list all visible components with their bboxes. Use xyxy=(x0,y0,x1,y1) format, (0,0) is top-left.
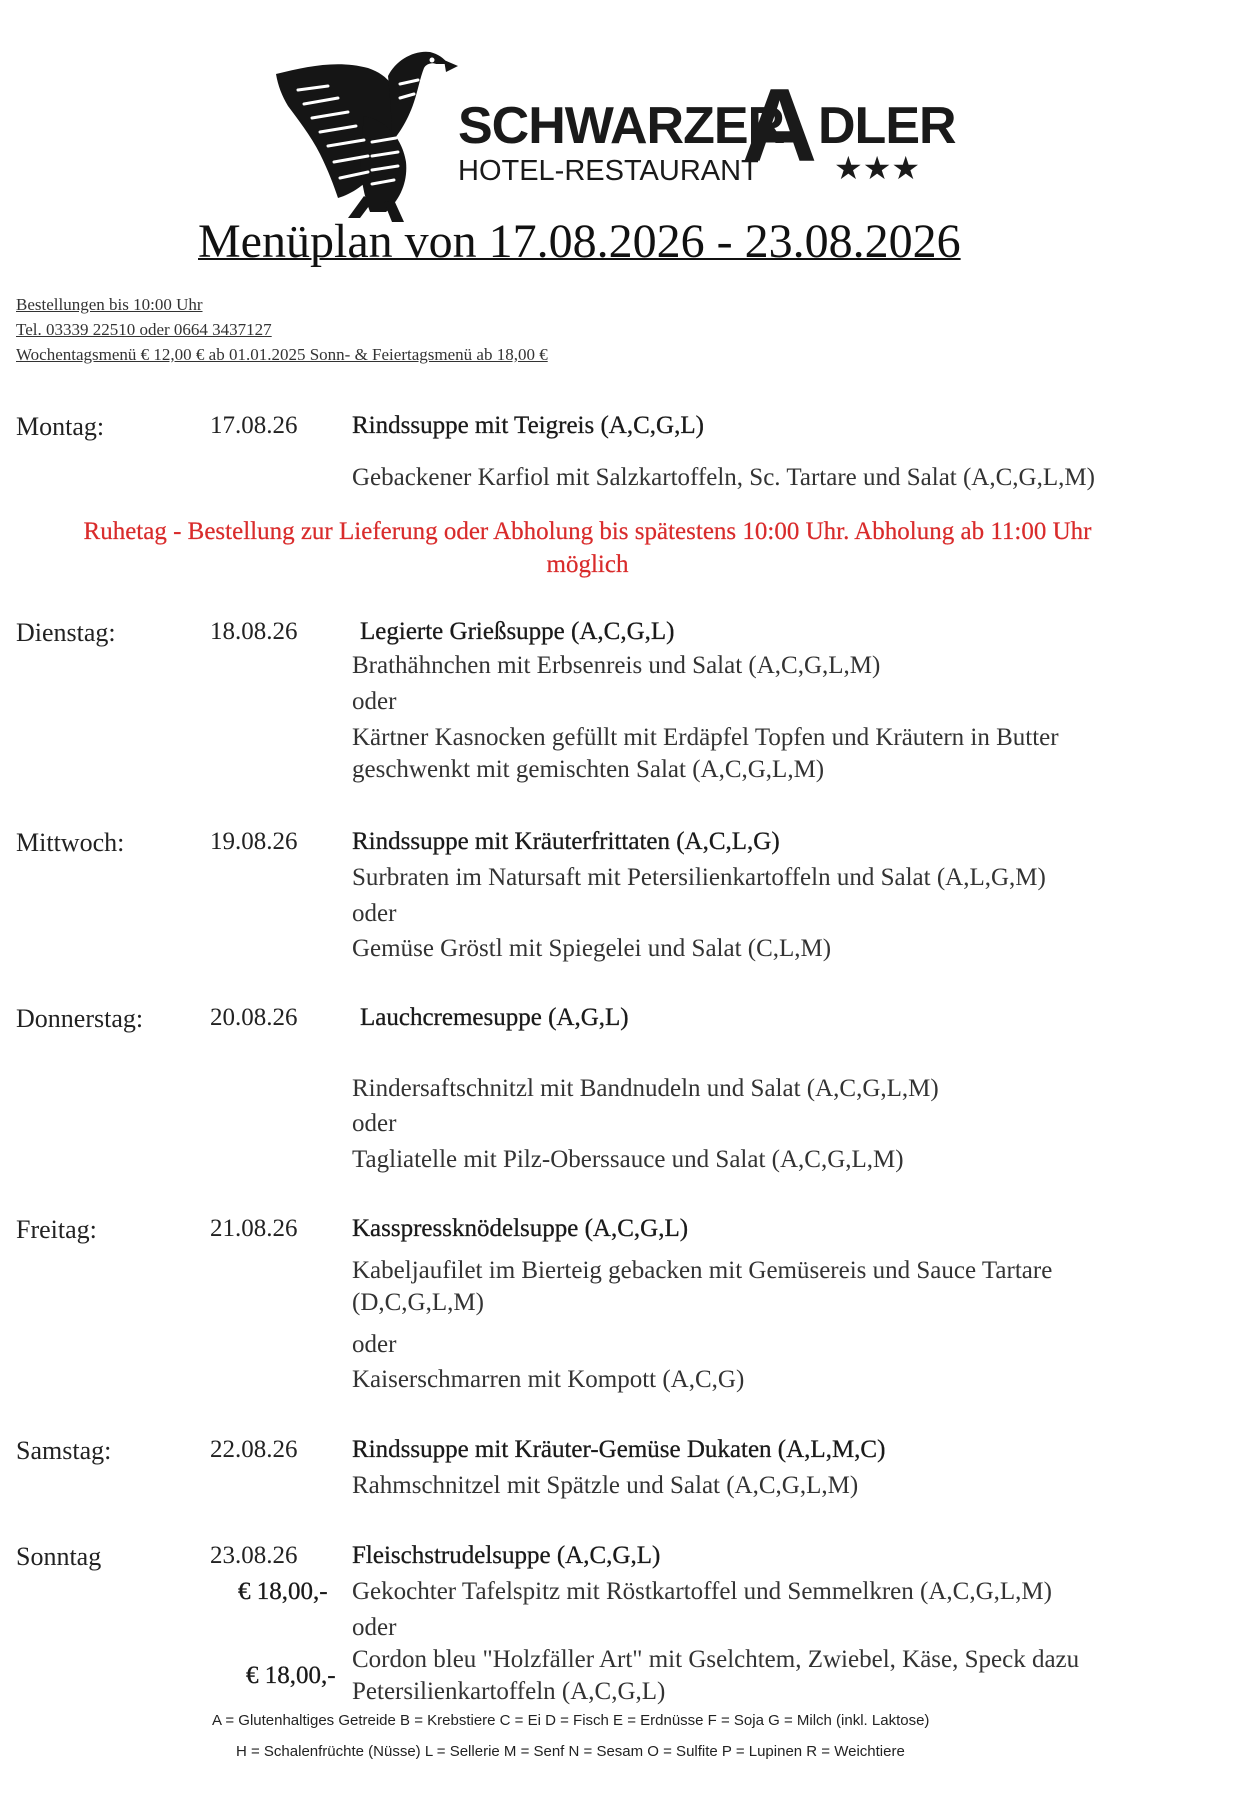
main-dish-1-line1: Kabeljaufilet im Bierteig gebacken mit Gemüsereis und Sauce Tartare xyxy=(352,1257,1053,1284)
brand-stars: ★★★ xyxy=(834,150,921,186)
main-dish-2: Kaiserschmarren mit Kompott (A,C,G) xyxy=(352,1366,745,1393)
day-date: 18.08.26 xyxy=(210,618,298,645)
phone-info: Tel. 03339 22510 oder 0664 3437127 xyxy=(16,320,272,339)
day-label: Montag: xyxy=(16,412,105,441)
or-separator: oder xyxy=(352,1614,397,1641)
main-dish-1: Surbraten im Natursaft mit Petersilienkartoffeln und Salat (A,L,G,M) xyxy=(352,864,1046,891)
or-separator: oder xyxy=(352,688,397,715)
main-dish-1: Brathähnchen mit Erbsenreis und Salat (A,C,G,L,M) xyxy=(352,652,881,679)
main-dish-1-line2: (D,C,G,L,M) xyxy=(352,1289,484,1316)
brand-subtitle: HOTEL-RESTAURANT xyxy=(458,155,759,187)
day-date: 23.08.26 xyxy=(210,1542,298,1569)
notice-line2: möglich xyxy=(546,551,629,578)
soup: Rindssuppe mit Teigreis (A,C,G,L) xyxy=(352,412,704,439)
day-date: 19.08.26 xyxy=(210,828,298,855)
main-dish-2-line1: Kärtner Kasnocken gefüllt mit Erdäpfel Topfen und Kräutern in Butter xyxy=(352,724,1059,751)
day-label: Samstag: xyxy=(16,1436,112,1465)
main-dish-2-line2: geschwenkt mit gemischten Salat (A,C,G,L,M) xyxy=(352,756,825,783)
soup: Fleischstrudelsuppe (A,C,G,L) xyxy=(352,1542,661,1569)
allergen-legend-line2: H = Schalenfrüchte (Nüsse) L = Sellerie M = Senf N = Sesam O = Sulfite P = Lupinen R = Weichtiere xyxy=(236,1743,905,1760)
price-2: € 18,00,- xyxy=(246,1662,336,1689)
main-dish-1: Gekochter Tafelspitz mit Röstkartoffel und Semmelkren (A,C,G,L,M) xyxy=(352,1578,1052,1605)
day-label: Donnerstag: xyxy=(16,1004,144,1033)
eagle-logo-icon xyxy=(268,46,468,224)
closed-day-notice xyxy=(20,515,1155,581)
main-dish-2-line1: Cordon bleu "Holzfäller Art" mit Gselchtem, Zwiebel, Käse, Speck dazu xyxy=(352,1646,1080,1673)
brand-name-initial: A xyxy=(742,68,817,184)
day-label: Dienstag: xyxy=(16,618,116,647)
main-dish-1: Rahmschnitzel mit Spätzle und Salat (A,C,G,L,M) xyxy=(352,1472,859,1499)
price-info: Wochentagsmenü € 12,00 € ab 01.01.2025 Sonn- & Feiertagsmenü ab 18,00 € xyxy=(16,345,548,364)
soup: Legierte Grießsuppe (A,C,G,L) xyxy=(360,618,675,645)
day-label: Mittwoch: xyxy=(16,828,125,857)
soup: Kasspressknödelsuppe (A,C,G,L) xyxy=(352,1215,689,1242)
or-separator: oder xyxy=(352,900,397,927)
main-dish-2-line2: Petersilienkartoffeln (A,C,G,L) xyxy=(352,1678,666,1705)
day-label: Freitag: xyxy=(16,1215,97,1244)
day-date: 20.08.26 xyxy=(210,1004,298,1031)
day-label: Sonntag xyxy=(16,1542,102,1571)
main-dish-1: Rindersaftschnitzl mit Bandnudeln und Salat (A,C,G,L,M) xyxy=(352,1075,939,1102)
day-date: 21.08.26 xyxy=(210,1215,298,1242)
order-deadline: Bestellungen bis 10:00 Uhr xyxy=(16,295,203,314)
notice-line1: Ruhetag - Bestellung zur Lieferung oder Abholung bis spätestens 10:00 Uhr. Abholung ab 11:00 Uhr xyxy=(83,518,1092,545)
allergen-legend-line1: A = Glutenhaltiges Getreide B = Krebstiere C = Ei D = Fisch E = Erdnüsse F = Soja G = Milch (inkl. Laktose) xyxy=(212,1712,930,1729)
day-date: 17.08.26 xyxy=(210,412,298,439)
main-dish-2: Gemüse Gröstl mit Spiegelei und Salat (C,L,M) xyxy=(352,935,832,962)
soup: Rindssuppe mit Kräuter-Gemüse Dukaten (A,L,M,C) xyxy=(352,1436,886,1463)
brand-name-part2: DLER xyxy=(818,97,956,155)
main-dish-2: Tagliatelle mit Pilz-Oberssauce und Salat (A,C,G,L,M) xyxy=(352,1146,904,1173)
main-dish: Gebackener Karfiol mit Salzkartoffeln, Sc. Tartare und Salat (A,C,G,L,M) xyxy=(352,464,1095,491)
day-date: 22.08.26 xyxy=(210,1436,298,1463)
soup: Rindssuppe mit Kräuterfrittaten (A,C,L,G) xyxy=(352,828,780,855)
soup: Lauchcremesuppe (A,G,L) xyxy=(360,1004,629,1031)
page-title: Menüplan von 17.08.2026 - 23.08.2026 xyxy=(198,215,961,268)
price-1: € 18,00,- xyxy=(238,1578,328,1605)
or-separator: oder xyxy=(352,1331,397,1358)
brand-name-part1: SCHWARZER xyxy=(458,97,785,155)
or-separator: oder xyxy=(352,1110,397,1137)
